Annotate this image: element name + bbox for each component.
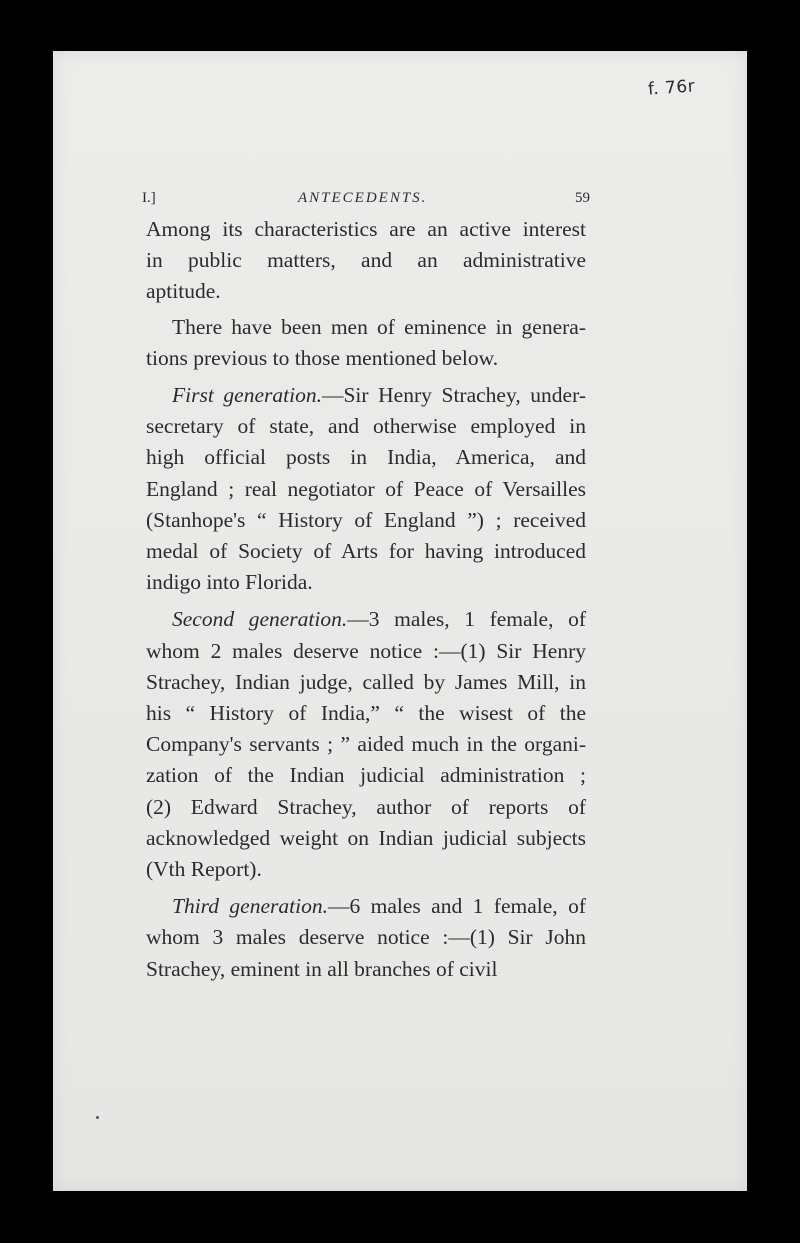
- line-text: aptitude.: [146, 279, 221, 304]
- body-text: [146, 214, 586, 985]
- chapter-number: I.]: [142, 190, 156, 206]
- paragraph: [146, 891, 586, 985]
- line-text: —Sir Henry Strachey, under-: [321, 383, 586, 408]
- page-text: [142, 180, 590, 985]
- line-text: his “ History of India,” “ the wisest of the: [146, 701, 586, 726]
- paragraph: [146, 380, 586, 598]
- generation-heading: Third generation.: [172, 894, 328, 919]
- paragraph: [146, 214, 586, 308]
- line-text: medal of Society of Arts for having introduced: [146, 539, 586, 564]
- line-text: —6 males and 1 female, of: [327, 894, 586, 919]
- line-text: (Stanhope's “ History of England ”) ; received: [146, 507, 586, 532]
- page-number: 59: [575, 190, 590, 206]
- text-line: [146, 760, 586, 791]
- scan-speck: [96, 1116, 99, 1119]
- line-text: Strachey, eminent in all branches of civil: [146, 956, 498, 981]
- text-line: [146, 604, 586, 635]
- line-text: high official posts in India, America, and: [146, 445, 586, 470]
- line-text: England ; real negotiator of Peace of Versailles: [146, 476, 586, 501]
- text-line: [146, 380, 586, 411]
- text-line: [146, 854, 586, 885]
- text-line: [146, 411, 586, 442]
- line-text: There have been men of eminence in genera-: [172, 314, 586, 339]
- text-line: [146, 667, 586, 698]
- line-text: Among its characteristics are an active interest: [146, 217, 586, 241]
- text-line: [146, 214, 586, 245]
- line-text: secretary of state, and otherwise employed in: [146, 414, 586, 439]
- text-line: [146, 891, 586, 922]
- line-text: zation of the Indian judicial administration ;: [146, 763, 586, 788]
- line-text: Company's servants ; ” aided much in the organi-: [146, 732, 586, 757]
- line-text: Strachey, Indian judge, called by James Mill, in: [146, 669, 586, 694]
- text-line: [146, 343, 586, 374]
- line-text: —3 males, 1 female, of: [347, 607, 586, 632]
- running-title: ANTECEDENTS.: [298, 190, 428, 206]
- line-text: in public matters, and an administrative: [146, 248, 586, 273]
- generation-heading: Second generation.: [172, 607, 348, 632]
- line-text: (Vth Report).: [146, 857, 262, 882]
- paragraph: [146, 604, 586, 885]
- text-line: [146, 792, 586, 823]
- text-line: [146, 922, 586, 953]
- text-line: [146, 442, 586, 473]
- generation-heading: First generation.: [172, 383, 322, 408]
- text-line: [146, 536, 586, 567]
- running-head: [142, 180, 590, 214]
- paragraph: [146, 312, 586, 374]
- text-line: [146, 729, 586, 760]
- text-line: [146, 245, 586, 276]
- line-text: whom 2 males deserve notice :—(1) Sir Henry: [146, 638, 586, 663]
- text-line: [146, 312, 586, 343]
- text-line: [146, 636, 586, 667]
- line-text: (2) Edward Strachey, author of reports of: [146, 794, 586, 819]
- folio-mark: f. 76r: [647, 76, 696, 100]
- line-text: whom 3 males deserve notice :—(1) Sir John: [146, 925, 586, 950]
- line-text: indigo into Florida.: [146, 570, 313, 595]
- text-line: [146, 698, 586, 729]
- line-text: tions previous to those mentioned below.: [146, 345, 499, 370]
- text-line: [146, 276, 586, 307]
- text-line: [146, 567, 586, 598]
- line-text: acknowledged weight on Indian judicial subjects: [146, 825, 586, 850]
- text-line: [146, 474, 586, 505]
- text-line: [146, 505, 586, 536]
- text-line: [146, 954, 586, 985]
- text-line: [146, 823, 586, 854]
